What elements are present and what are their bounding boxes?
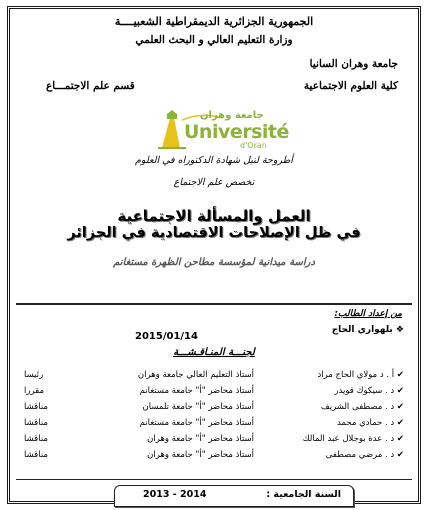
committee-member-name: ✔ د . سيكوك قويدر (334, 386, 404, 396)
committee-member-rank: أستاذ محاضر "أ" جامعة وهران (147, 450, 254, 460)
committee-member-role: مناقشا (24, 418, 48, 428)
logo-latin-text: Université (184, 121, 289, 143)
committee-member-role: مناقشا (24, 402, 48, 412)
degree-statement: أطروحة لنيل شهادة الدكتوراه في العلوم (135, 155, 293, 166)
author-name: بلهواري الحاج (331, 325, 393, 335)
thesis-subtitle: دراسة ميدانية لمؤسسة مطاحن الظهرة مستغانم (113, 257, 315, 268)
committee-member-name: ✔ د . مرضي مصطفى (325, 450, 404, 460)
logo-arabic-text: جامعة وهران (200, 110, 264, 121)
author-label: من إعداد الطالب: (334, 309, 402, 319)
committee-member-rank: أستاذ محاضر "أ" جامعة مستغانم (139, 418, 254, 428)
bullet-icon: ❖ (392, 325, 404, 335)
department-name: قسم علم الاجتمـــاع (46, 80, 135, 92)
committee-member-name: ✔ د . حمادي محمد (336, 418, 404, 428)
ministry-header: وزارة التعليم العالي و البحث العلمي (135, 34, 293, 46)
committee-member-name: ✔ د . مصطفى الشريف (320, 402, 404, 412)
university-logo (158, 108, 289, 152)
committee-heading: لجنـــة المنـاقـشـــة (173, 347, 255, 358)
academic-year-value: 2013 - 2014 (143, 489, 207, 500)
author-name-row (332, 325, 404, 335)
thesis-title-line-2: في ظل الإصلاحات الاقتصادية في الجزائر (67, 225, 361, 241)
faculty-name: كلية العلوم الاجتماعية (303, 80, 398, 92)
committee-member-role: رئيسا (24, 370, 44, 380)
committee-member-name: ✔ أ . د مولاي الحاج مراد (317, 370, 404, 380)
committee-member-role: مناقشا (24, 450, 48, 460)
academic-year-label: السنة الجامعية : (266, 489, 341, 500)
committee-member-rank: أستاذ محاضر "أ" جامعة مستغانم (139, 386, 254, 396)
committee-member-role: مقررا (24, 386, 45, 396)
specialty-statement: تخصص علم الاجتماع (173, 177, 255, 188)
footer-separator (16, 479, 412, 480)
defense-date: 2015/01/14 (135, 331, 198, 342)
committee-member-rank: أستاذ التعليم العالي جامعة وهران (137, 370, 254, 380)
committee-member-role: مناقشا (24, 434, 48, 444)
thesis-title-line-1: العمل والمسألة الاجتماعية (117, 207, 311, 225)
committee-member-rank: أستاذ محاضر "أ" جامعة تلمسان (142, 402, 254, 412)
thesis-cover-page (7, 6, 421, 504)
republic-header: الجمهورية الجزائرية الديمقراطية الشعبيــــة (114, 15, 314, 28)
committee-member-name: ✔ د . عدة بوجلال عبد المالك (302, 434, 404, 444)
university-name: جامعة وهران السانيا (309, 58, 398, 70)
academic-year-box (114, 485, 354, 507)
committee-member-rank: أستاذ محاضر "أ" جامعة وهران (147, 434, 254, 444)
logo-sub-text: d'Oran (240, 141, 267, 150)
author-separator (16, 303, 412, 305)
